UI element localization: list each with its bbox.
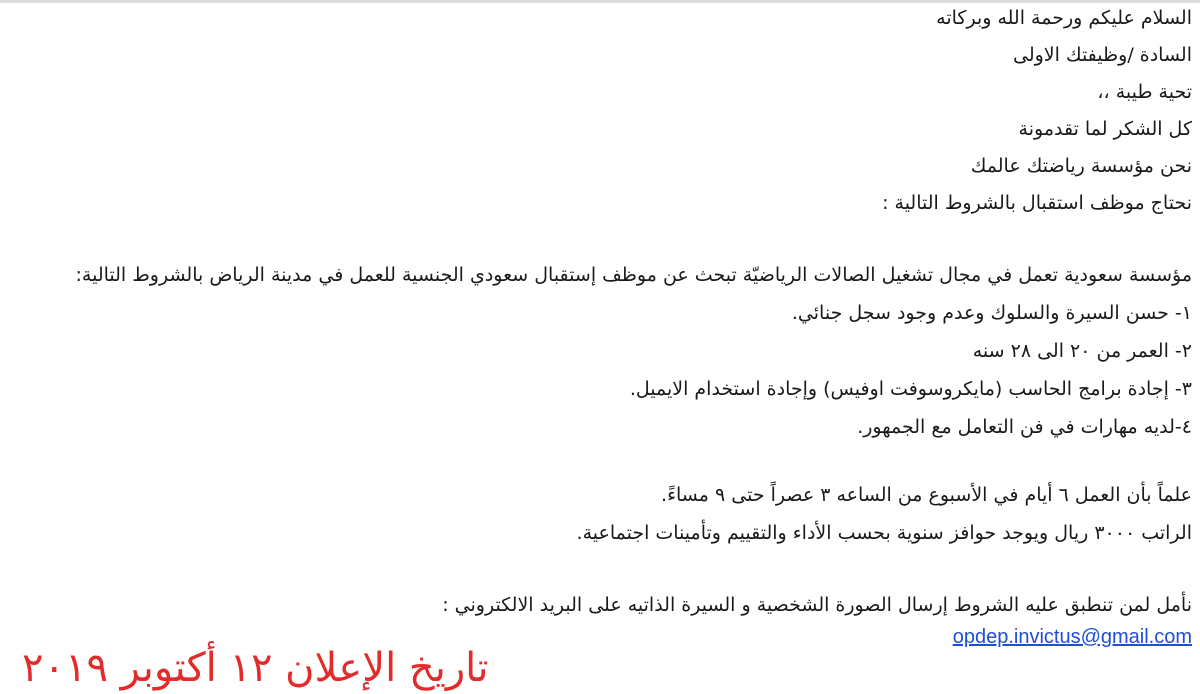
condition-item: ٣- إجادة برامج الحاسب (مايكروسوفت اوفيس) وإجادة استخدام الايميل.: [629, 378, 1192, 400]
condition-item: ٢- العمر من ٢٠ الى ٢٨ سنه: [972, 340, 1192, 362]
greeting-line: السلام عليكم ورحمة الله وبركاته: [936, 7, 1192, 29]
thanks-line: كل الشكر لما تقدمونة: [1018, 118, 1192, 140]
announcement-date: تاريخ الإعلان ١٢ أكتوبر ٢٠١٩: [22, 645, 489, 691]
email-link[interactable]: opdep.invictus@gmail.com: [952, 626, 1192, 648]
condition-item: ٤-لديه مهارات في فن التعامل مع الجمهور.: [857, 416, 1192, 438]
salutation-line: تحية طيبة ،،: [1097, 81, 1192, 103]
top-divider: [0, 0, 1200, 3]
salary-line: الراتب ٣٠٠٠ ريال ويوجد حوافز سنوية بحسب الأداء والتقييم وتأمينات اجتماعية.: [576, 522, 1192, 544]
intro-line: نحن مؤسسة رياضتك عالمك: [970, 155, 1192, 177]
condition-item: ١- حسن السيرة والسلوك وعدم وجود سجل جنائي.: [791, 302, 1192, 324]
need-line: نحتاج موظف استقبال بالشروط التالية :: [882, 192, 1192, 214]
addressee-line: السادة /وظيفتك الاولى: [1012, 44, 1192, 66]
company-description: مؤسسة سعودية تعمل في مجال تشغيل الصالات الرياضيّة تبحث عن موظف إستقبال سعودي الجنسية للعمل في مدينة الرياض بالشروط التالية:: [75, 264, 1192, 286]
work-hours-line: علماً بأن العمل ٦ أيام في الأسبوع من الساعه ٣ عصراً حتى ٩ مساءً.: [661, 484, 1192, 506]
apply-note-line: نأمل لمن تنطبق عليه الشروط إرسال الصورة الشخصية و السيرة الذاتيه على البريد الالكتروني :: [442, 594, 1192, 616]
